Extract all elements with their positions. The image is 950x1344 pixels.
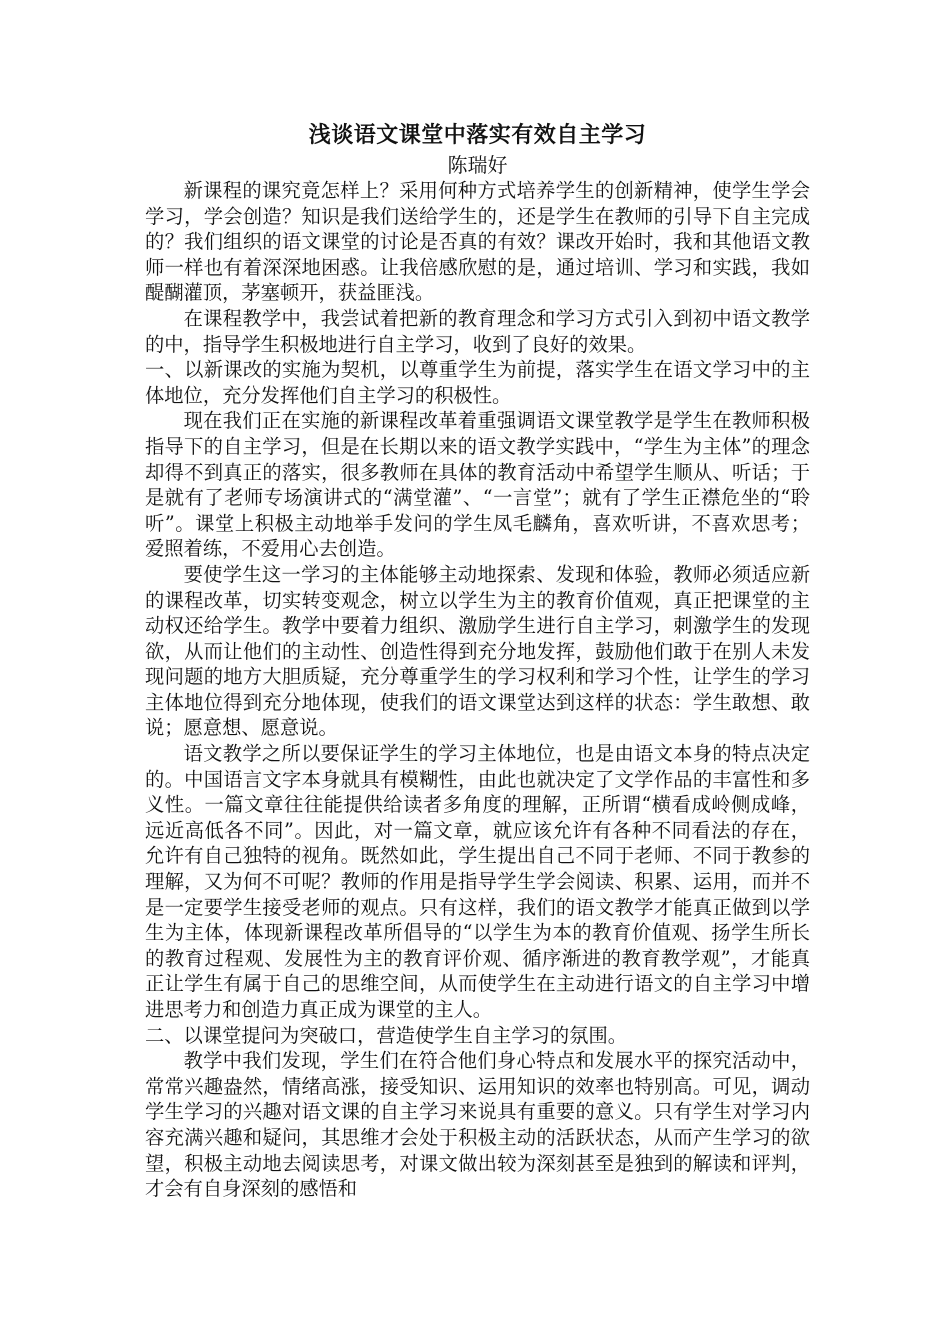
document-page [145, 120, 810, 1202]
paragraph: 新课程的课究竟怎样上？采用何种方式培养学生的创新精神，使学生学会学习，学会创造？知识是我们送给学生的，还是学生在教师的引导下自主完成的？我们组织的语文课堂的讨论是否真的有效？课改开始时，我和其他语文教师一样也有着深深地困惑。让我倍感欣慰的是，通过培训、学习和实践，我如醍醐灌顶，茅塞顿开，获益匪浅。 [145, 179, 810, 305]
paragraph: 在课程教学中，我尝试着把新的教育理念和学习方式引入到初中语文教学的中，指导学生积极地进行自主学习，收到了良好的效果。 [145, 306, 810, 356]
section-heading: 二、以课堂提问为突破口，营造使学生自主学习的氛围。 [145, 1023, 628, 1047]
section-heading: 一、以新课改的实施为契机，以尊重学生为前提，落实学生在语文学习中的主体地位，充分发挥他们自主学习的积极性。 [145, 358, 810, 407]
paragraph: 现在我们正在实施的新课程改革着重强调语文课堂教学是学生在教师积极指导下的自主学习，但是在长期以来的语文教学实践中，“学生为主体”的理念却得不到真正的落实，很多教师在具体的教育活动中希望学生顺从、听话；于是就有了老师专场演讲式的“满堂灌”、“一言堂”；就有了学生正襟危坐的“聆听”。课堂上积极主动地举手发问的学生凤毛麟角，喜欢听讲，不喜欢思考；爱照着练，不爱用心去创造。 [145, 409, 810, 561]
paragraph: 要使学生这一学习的主体能够主动地探索、发现和体验，教师必须适应新的课程改革，切实转变观念，树立以学生为主的教育价值观，真正把课堂的主动权还给学生。教学中要着力组织、激励学生进行自主学习，刺激学生的发现欲，从而让他们的主动性、创造性得到充分地发挥，鼓励他们敢于在别人未发现问题的地方大胆质疑，充分尊重学生的学习权利和学习个性，让学生的学习主体地位得到充分地体现，使我们的语文课堂达到这样的状态：学生敢想、敢说；愿意想、愿意说。 [145, 562, 810, 740]
paragraph: 语文教学之所以要保证学生的学习主体地位，也是由语文本身的特点决定的。中国语言文字本身就具有模糊性，由此也就决定了文学作品的丰富性和多义性。一篇文章往往能提供给读者多角度的理解，正所谓“横看成岭侧成峰，远近高低各不同”。因此，对一篇文章，就应该允许有各种不同看法的存在，允许有自己独特的视角。既然如此，学生提出自己不同于老师、不同于教参的理解，又为何不可呢？教师的作用是指导学生学会阅读、积累、运用，而并不是一定要学生接受老师的观点。只有这样，我们的语文教学才能真正做到以学生为主体，体现新课程改革所倡导的“以学生为本的教育价值观、扬学生所长的教育过程观、发展性为主的教育评价观、循序渐进的教育教学观”，才能真正让学生有属于自己的思维空间，从而使学生在主动进行语文的自主学习中增进思考力和创造力真正成为课堂的主人。 [145, 742, 810, 1021]
document-title: 浅谈语文课堂中落实有效自主学习 [308, 123, 647, 148]
author-name: 陈瑞好 [447, 153, 508, 177]
paragraph: 教学中我们发现，学生们在符合他们身心特点和发展水平的探究活动中，常常兴趣盎然，情绪高涨，接受知识、运用知识的效率也特别高。可见，调动学生学习的兴趣对语文课的自主学习来说具有重要的意义。只有学生对学习内容充满兴趣和疑问，其思维才会处于积极主动的活跃状态，从而产生学习的欲望，积极主动地去阅读思考，对课文做出较为深刻甚至是独到的解读和评判，才会有自身深刻的感悟和 [145, 1049, 810, 1201]
